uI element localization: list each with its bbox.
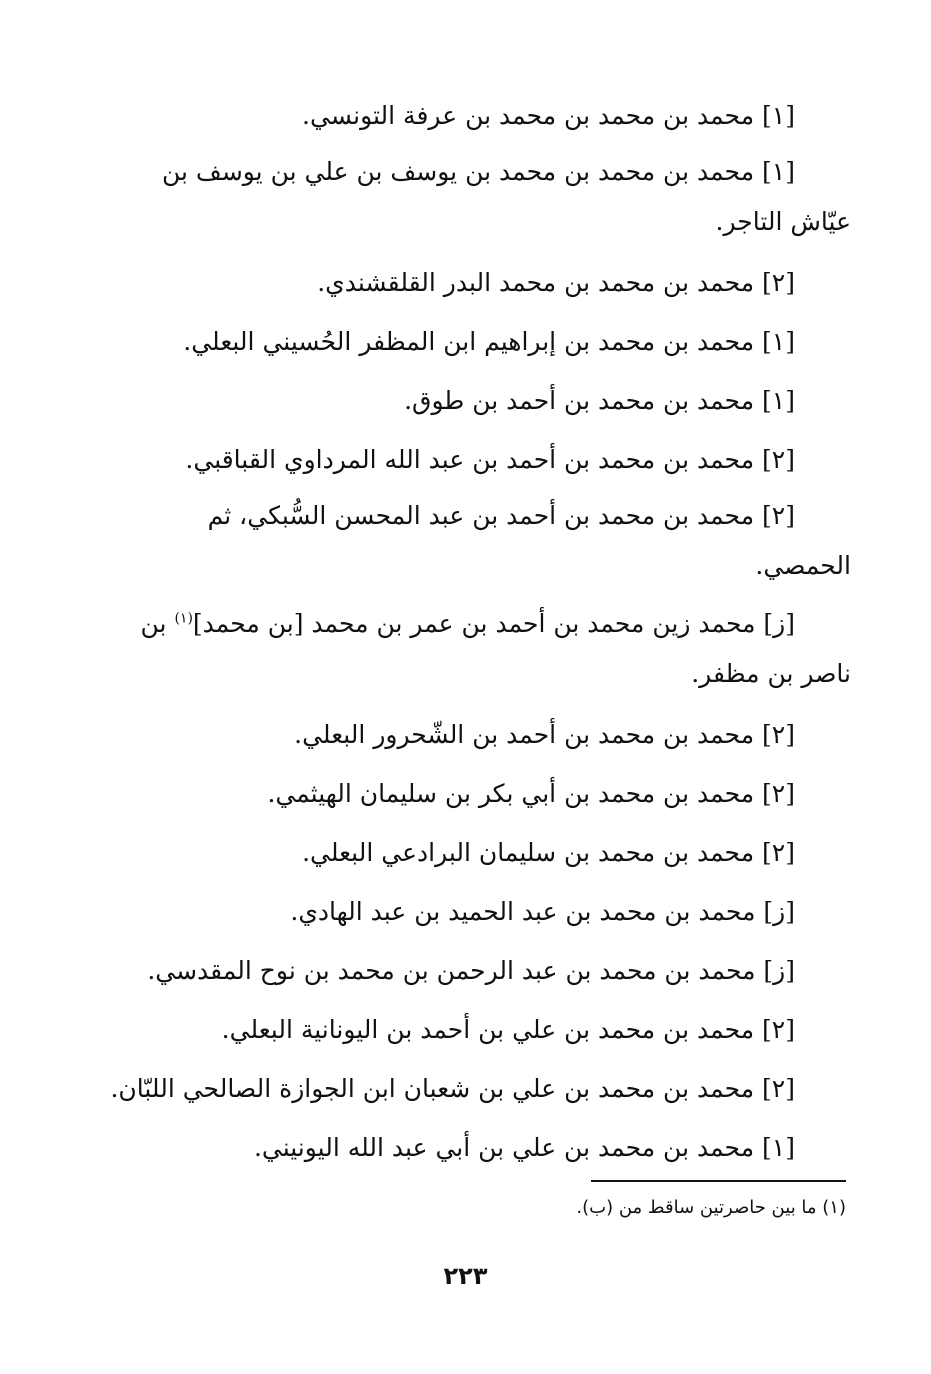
entry-continuation: عيّاش التاجر. (715, 207, 851, 236)
entry-text: [ز] محمد بن محمد بن عبد الرحمن بن محمد بن نوح المقدسي. (147, 956, 795, 985)
entry-text: [٢] محمد بن محمد بن سليمان البرادعي البعلي. (302, 838, 795, 867)
entry (81, 432, 851, 487)
entry (81, 88, 851, 143)
footnote-divider (591, 1180, 846, 1182)
entry-text: [٢] محمد بن محمد بن علي بن شعبان ابن الجوازة الصالحي اللبّان. (110, 1074, 795, 1103)
entry (81, 1120, 851, 1175)
entry-text: [٢] محمد بن محمد بن أحمد بن عبد الله المرداوي القباقبي. (185, 445, 795, 474)
entries-list (81, 88, 851, 1179)
page-number: ٢٢٣ (443, 1262, 488, 1290)
entry (81, 491, 851, 591)
footnote: (١) ما بين حاصرتين ساقط من (ب). (576, 1197, 846, 1218)
entry-text: [ز] محمد بن محمد بن عبد الحميد بن عبد الهادي. (290, 897, 795, 926)
entry-continuation: الحمصي. (755, 551, 851, 580)
entry (81, 147, 851, 247)
entry (81, 943, 851, 998)
entry-text: [١] محمد بن محمد بن إبراهيم ابن المظفر الحُسيني البعلي. (183, 327, 795, 356)
entry (81, 766, 851, 821)
entry-text: [١] محمد بن محمد بن علي بن أبي عبد الله اليونيني. (253, 1133, 795, 1162)
entry-text-line (141, 609, 851, 638)
entry-text: [٢] محمد بن محمد بن محمد البدر القلقشندي. (317, 268, 795, 297)
entry (81, 1002, 851, 1057)
entry (81, 707, 851, 762)
entry-text-after: بن (140, 609, 175, 638)
entry-text: [١] محمد بن محمد بن أحمد بن طوق. (404, 386, 795, 415)
entry (81, 314, 851, 369)
footnote-marker: (١) (174, 610, 193, 627)
entry (81, 599, 851, 699)
entry-text: [٢] محمد بن محمد بن أبي بكر بن سليمان الهيثمي. (267, 779, 795, 808)
entry (81, 373, 851, 428)
entry-text: [ز] محمد زين محمد بن أحمد بن عمر بن محمد [بن محمد] (192, 609, 795, 638)
entry (81, 1061, 851, 1116)
entry-text: [٢] محمد بن محمد بن أحمد بن الشّحرور البعلي. (294, 720, 795, 749)
entry-continuation: ناصر بن مظفر. (691, 659, 851, 688)
entry-text: [٢] محمد بن محمد بن أحمد بن عبد المحسن السُّبكي، ثم (207, 501, 795, 530)
entry-text: [١] محمد بن محمد بن محمد بن عرفة التونسي. (302, 101, 795, 130)
entry-text: [١] محمد بن محمد بن محمد بن يوسف بن علي بن يوسف بن (162, 157, 795, 186)
entry-text: [٢] محمد بن محمد بن علي بن أحمد بن اليونانية البعلي. (221, 1015, 795, 1044)
entry (81, 884, 851, 939)
entry (81, 825, 851, 880)
entry (81, 255, 851, 310)
